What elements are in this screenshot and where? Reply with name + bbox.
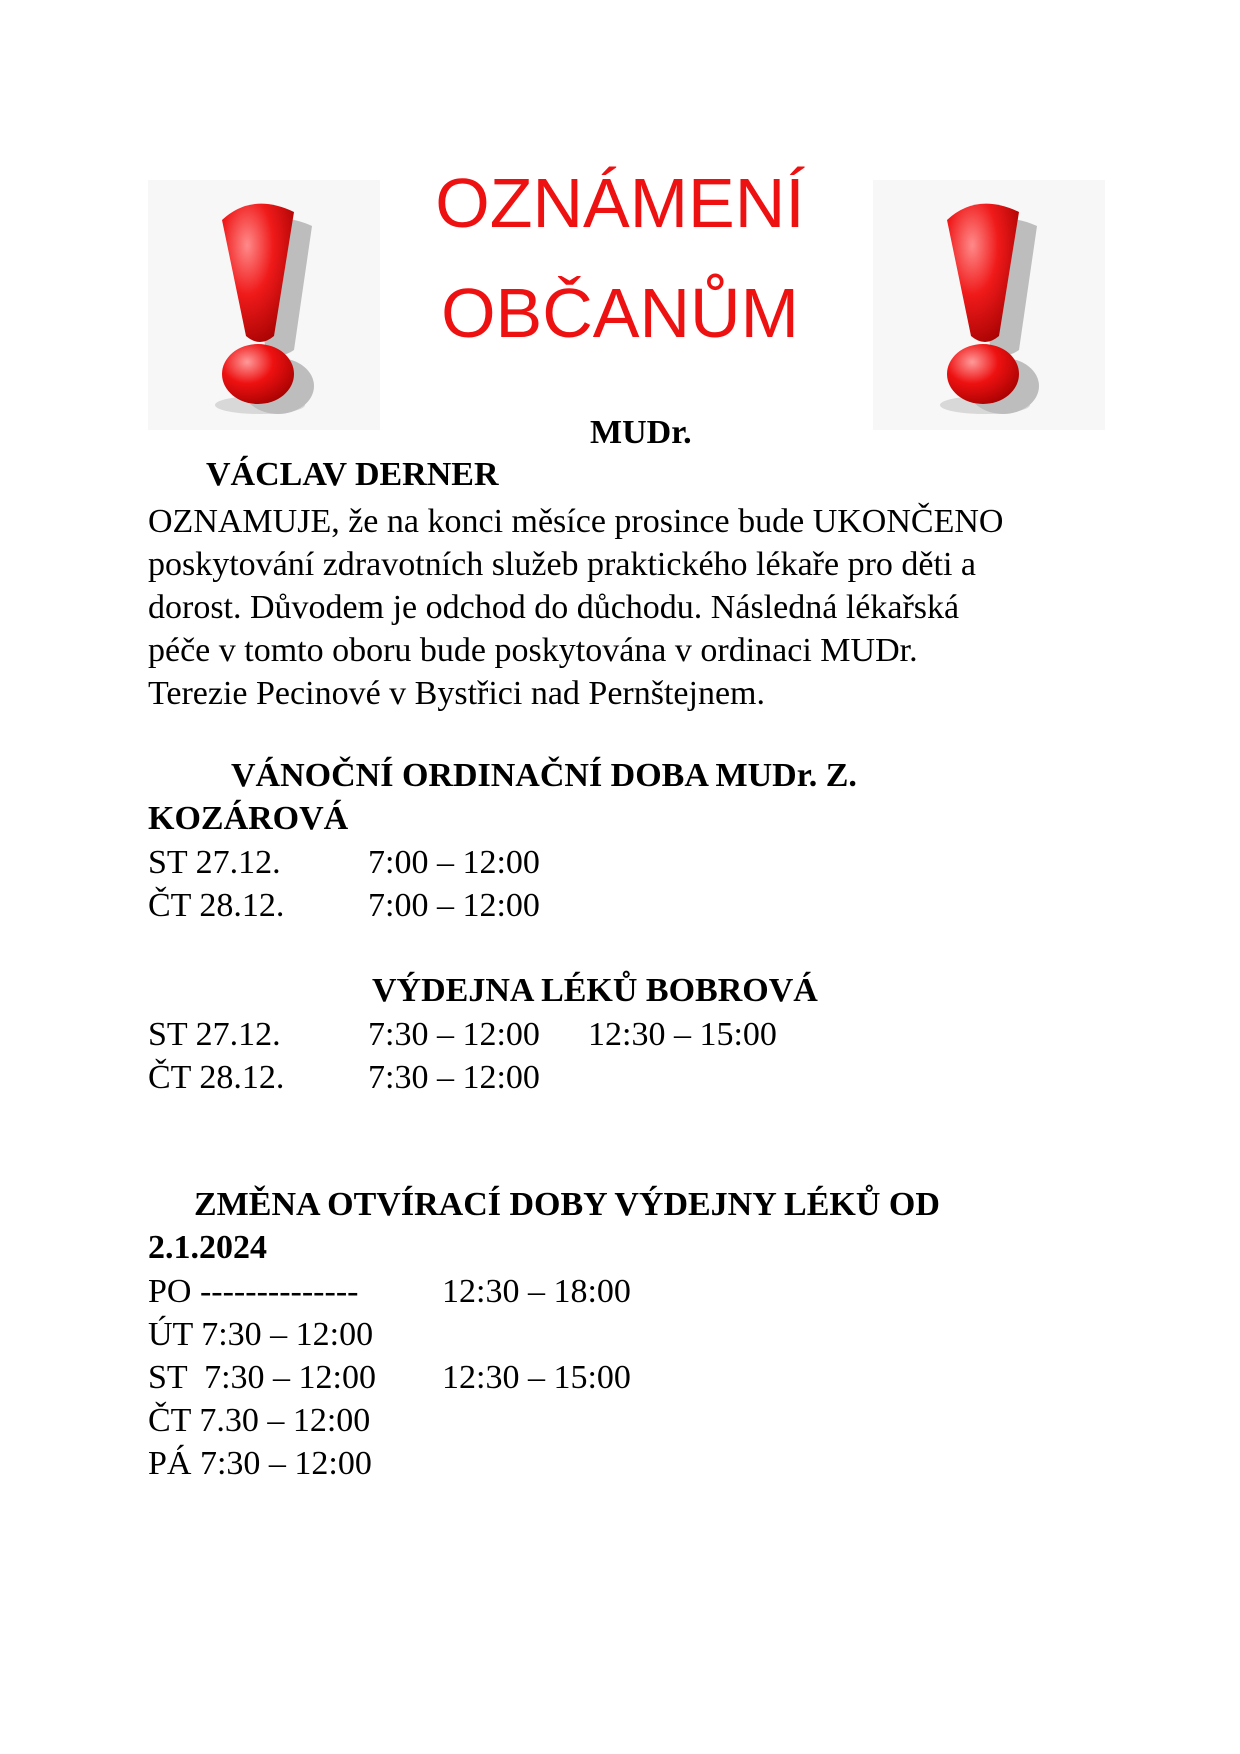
new-hours-row-left: PÁ 7:30 – 12:00 bbox=[148, 1445, 372, 1482]
new-hours-row-left: ST 7:30 – 12:00 bbox=[148, 1359, 376, 1396]
pharmacy-row-time: 7:30 – 12:00 bbox=[368, 1016, 540, 1053]
new-hours-heading: ZMĚNA OTVÍRACÍ DOBY VÝDEJNY LÉKŮ OD bbox=[194, 1186, 940, 1223]
new-hours-row-left: ÚT 7:30 – 12:00 bbox=[148, 1316, 374, 1353]
pharmacy-row-time: 7:30 – 12:00 bbox=[368, 1059, 540, 1096]
christmas-hours-heading-cont: KOZÁROVÁ bbox=[148, 800, 349, 837]
new-hours-heading-date: 2.1.2024 bbox=[148, 1229, 267, 1266]
paragraph-line: dorost. Důvodem je odchod do důchodu. Následná lékařská bbox=[148, 589, 960, 626]
new-hours-row-left: PO -------------- bbox=[148, 1273, 359, 1310]
new-hours-row-right: 12:30 – 15:00 bbox=[442, 1359, 631, 1396]
pharmacy-row-time: 12:30 – 15:00 bbox=[588, 1016, 777, 1053]
pharmacy-hours-heading: VÝDEJNA LÉKŮ BOBROVÁ bbox=[372, 972, 818, 1009]
paragraph-line: OZNAMUJE, že na konci měsíce prosince bude UKONČENO bbox=[148, 503, 1004, 540]
pharmacy-row-day: ST 27.12. bbox=[148, 1016, 281, 1053]
new-hours-row-left: ČT 7.30 – 12:00 bbox=[148, 1402, 371, 1439]
new-hours-row-right: 12:30 – 18:00 bbox=[442, 1273, 631, 1310]
doctor-name: VÁCLAV DERNER bbox=[206, 456, 499, 493]
paragraph-line: Terezie Pecinové v Bystřici nad Pernštejnem. bbox=[148, 675, 765, 712]
christmas-row-day: ST 27.12. bbox=[148, 844, 281, 881]
notice-title-line2: OBČANŮM bbox=[441, 274, 799, 352]
doctor-prefix: MUDr. bbox=[590, 414, 692, 451]
announcement-paragraph bbox=[148, 500, 1003, 715]
christmas-row-day: ČT 28.12. bbox=[148, 887, 285, 924]
paragraph-line: péče v tomto oboru bude poskytována v ordinaci MUDr. bbox=[148, 632, 918, 669]
christmas-row-time: 7:00 – 12:00 bbox=[368, 887, 540, 924]
exclamation-icon bbox=[873, 180, 1105, 430]
christmas-row-time: 7:00 – 12:00 bbox=[368, 844, 540, 881]
notice-title-line1: OZNÁMENÍ bbox=[435, 164, 805, 242]
christmas-hours-heading: VÁNOČNÍ ORDINAČNÍ DOBA MUDr. Z. bbox=[231, 757, 857, 794]
exclamation-icon bbox=[148, 180, 380, 430]
paragraph-line: poskytování zdravotních služeb praktického lékaře pro děti a bbox=[148, 546, 976, 583]
pharmacy-row-day: ČT 28.12. bbox=[148, 1059, 285, 1096]
